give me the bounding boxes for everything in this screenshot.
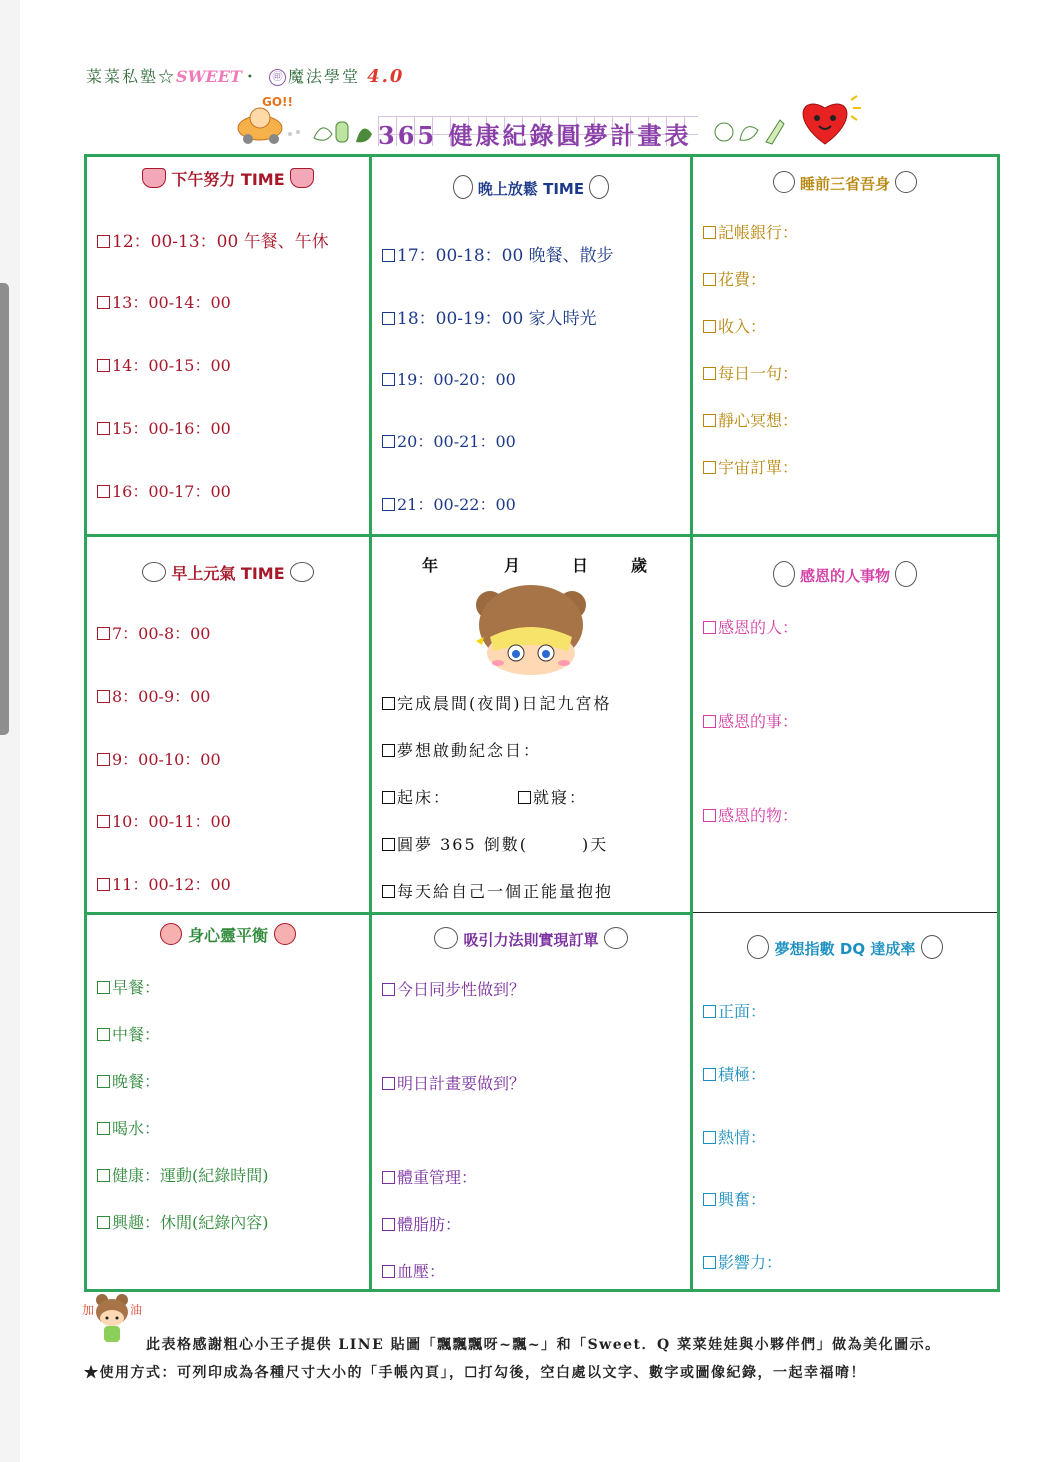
ghost-icon <box>895 171 917 193</box>
ghost-icon <box>773 561 795 587</box>
cup-icon <box>142 168 166 188</box>
date-age-label: 歲 <box>631 556 648 575</box>
checkbox-item[interactable]: 18：00-19：00 家人時光 <box>382 304 597 329</box>
checkbox[interactable] <box>97 1075 110 1088</box>
checkbox-item[interactable]: 記帳銀行： <box>703 220 798 243</box>
checkbox-item[interactable]: 14：00-15：00 <box>97 353 231 376</box>
attraction-title-text: 吸引力法則實現訂單 <box>463 931 599 949</box>
checkbox-item[interactable]: 正面： <box>703 999 766 1022</box>
checkbox-item[interactable]: 10：00-11：00 <box>97 809 231 832</box>
checkbox[interactable] <box>97 359 110 372</box>
checkbox[interactable] <box>382 1218 395 1231</box>
brand-sweet: SWEET <box>176 67 242 86</box>
cell-title-evening <box>372 175 690 199</box>
checkbox-item[interactable]: 21：00-22：00 <box>382 492 516 515</box>
checkbox[interactable] <box>97 627 110 640</box>
ghost-icon <box>453 175 473 199</box>
checkbox[interactable] <box>97 981 110 994</box>
cheer-bear-sticker-icon <box>80 1292 146 1348</box>
checkbox-item[interactable]: 感恩的物： <box>703 803 798 826</box>
checkbox[interactable] <box>382 312 395 325</box>
checkbox-item[interactable]: 中餐： <box>97 1022 160 1045</box>
cell-gratitude <box>693 537 997 912</box>
morning-title-text: 早上元氣 TIME <box>171 564 285 583</box>
checkbox-item[interactable]: 感恩的人： <box>703 615 798 638</box>
go-sticker-text: GO!! <box>262 95 293 109</box>
checkbox-item[interactable]: 20：00-21：00 <box>382 429 516 452</box>
checkbox-item[interactable]: 影響力： <box>703 1250 782 1273</box>
checkbox[interactable] <box>703 1005 716 1018</box>
checkbox[interactable] <box>382 435 395 448</box>
checkbox[interactable] <box>703 414 716 427</box>
checkbox-item[interactable]: 8：00-9：00 <box>97 684 211 707</box>
checkbox[interactable] <box>97 422 110 435</box>
ghost-icon <box>142 562 166 582</box>
evening-title-text: 晚上放鬆 TIME <box>477 180 585 198</box>
cell-morning <box>87 537 369 912</box>
checkbox-item[interactable]: 每天給自己一個正能量抱抱 <box>382 879 613 902</box>
footer-usage: ★使用方式：可列印成為各種尺寸大小的「手帳內頁」，☐打勾後，空白處以文字、數字或圖像紀錄，一起幸福唷！ <box>84 1365 867 1381</box>
checkbox[interactable] <box>97 690 110 703</box>
checkbox[interactable] <box>703 226 716 239</box>
checkbox-item[interactable]: 今日同步性做到？ <box>382 977 525 1000</box>
checkbox-item[interactable]: 17：00-18：00 晚餐、散步 <box>382 241 614 266</box>
planner-page <box>20 0 1060 1462</box>
checkbox[interactable] <box>703 367 716 380</box>
bear-girl-mascot-icon <box>468 581 598 677</box>
ghost-icon <box>274 923 296 945</box>
date-year-label: 年 <box>422 556 439 575</box>
cell-title-attraction <box>372 927 690 950</box>
checkbox-item[interactable]: 11：00-12：00 <box>97 872 231 895</box>
balance-title-text: 身心靈平衡 <box>187 926 268 945</box>
brand-version: 4.0 <box>367 66 405 87</box>
checkbox[interactable] <box>97 878 110 891</box>
bedtime-title-text: 睡前三省吾身 <box>799 175 890 193</box>
checkbox-item[interactable]: 花費： <box>703 267 766 290</box>
checkbox[interactable] <box>703 809 716 822</box>
checkbox[interactable] <box>97 235 110 248</box>
cell-title-balance <box>87 923 369 946</box>
checkbox[interactable] <box>382 1265 395 1278</box>
checkbox-item[interactable]: 體重管理： <box>382 1165 477 1188</box>
dream-title-text: 夢想指數 DQ 達成率 <box>774 940 916 958</box>
heart-sticker-icon <box>795 92 865 150</box>
checkbox-item[interactable]: 明日計畫要做到？ <box>382 1071 525 1094</box>
checkbox-item[interactable]: 19：00-20：00 <box>382 367 516 390</box>
cell-title-bedtime <box>693 171 997 194</box>
date-month-label: 月 <box>504 556 521 575</box>
checkbox[interactable] <box>382 983 395 996</box>
title-row <box>230 92 870 152</box>
checkbox-item[interactable]: 感恩的事： <box>703 709 798 732</box>
ghost-icon <box>895 561 917 587</box>
checkbox[interactable] <box>703 1131 716 1144</box>
checkbox[interactable] <box>382 838 395 851</box>
checkbox[interactable] <box>382 1077 395 1090</box>
checkbox-item[interactable]: 13：00-14：00 <box>97 290 231 313</box>
checkbox[interactable] <box>703 1193 716 1206</box>
checkbox-item[interactable]: 收入： <box>703 314 766 337</box>
checkbox-item[interactable]: 熱情： <box>703 1125 766 1148</box>
cell-balance <box>87 915 369 1289</box>
checkbox-item[interactable]: 每日一句： <box>703 361 798 384</box>
cup-icon <box>290 168 314 188</box>
vegetables-left-icon <box>308 114 378 146</box>
car-sticker-icon <box>230 92 320 146</box>
gratitude-title-text: 感恩的人事物 <box>799 567 890 585</box>
checkbox[interactable] <box>382 249 395 262</box>
grid-divider-thin <box>693 912 997 913</box>
ghost-icon <box>290 562 314 582</box>
checkbox-item[interactable]: 早餐： <box>97 975 160 998</box>
planner-grid <box>84 154 1000 1292</box>
checkbox[interactable] <box>97 1169 110 1182</box>
ghost-icon <box>773 171 795 193</box>
checkbox[interactable] <box>703 273 716 286</box>
footer-credits: 此表格感謝粗心小王子提供 LINE 貼圖「飄飄飄呀~飄~」和「Sweet．Q 菜菜娃娃與小夥伴們」做為美化圖示。 <box>146 1337 941 1353</box>
checkbox[interactable] <box>703 320 716 333</box>
checkbox[interactable] <box>97 1122 110 1135</box>
checkbox[interactable] <box>703 1256 716 1269</box>
checkbox[interactable] <box>382 1171 395 1184</box>
checkbox[interactable] <box>97 485 110 498</box>
cheer-char-2: 油 <box>130 1303 143 1317</box>
cell-title-dream <box>693 935 997 959</box>
ghost-icon <box>921 935 943 959</box>
checkbox[interactable] <box>382 498 395 511</box>
checkbox[interactable] <box>97 815 110 828</box>
checkbox[interactable] <box>518 791 531 804</box>
checkbox[interactable] <box>703 461 716 474</box>
checkbox[interactable] <box>97 1216 110 1229</box>
checkbox-item[interactable]: 15：00-16：00 <box>97 416 231 439</box>
checkbox[interactable] <box>97 296 110 309</box>
ghost-icon <box>160 923 182 945</box>
checkbox-item[interactable]: 就寢： <box>518 785 587 808</box>
checkbox-item[interactable]: 健康：運動(紀錄時間) <box>97 1163 269 1186</box>
checkbox-item[interactable]: 靜心冥想： <box>703 408 798 431</box>
checkbox[interactable] <box>382 373 395 386</box>
cell-dream <box>693 915 997 1289</box>
checkbox-item[interactable]: 晚餐： <box>97 1069 160 1092</box>
checkbox[interactable] <box>382 791 395 804</box>
cell-center <box>372 537 690 912</box>
cell-title-afternoon <box>87 167 369 190</box>
brand-school: 魔法學堂 <box>287 67 360 86</box>
brand-dot: ・ <box>241 67 260 86</box>
cell-evening <box>372 157 690 534</box>
seal-icon: ㊞ <box>269 69 286 86</box>
checkbox-item[interactable]: 12：00-13：00 午餐、午休 <box>97 227 329 252</box>
vegetables-right-icon <box>710 114 790 146</box>
cell-attraction <box>372 915 690 1289</box>
ghost-icon <box>747 935 769 959</box>
brand-prefix: 菜菜私塾☆ <box>86 67 177 86</box>
header-brand <box>86 64 404 87</box>
checkbox-item[interactable]: 16：00-17：00 <box>97 479 231 502</box>
cell-bedtime <box>693 157 997 534</box>
afternoon-title-text: 下午努力 TIME <box>171 170 285 189</box>
checkbox-item[interactable]: 積極： <box>703 1062 766 1085</box>
scroll-handle[interactable] <box>0 283 9 735</box>
checkbox-item[interactable]: 7：00-8：00 <box>97 621 211 644</box>
ghost-icon <box>434 927 458 949</box>
checkbox[interactable] <box>97 1028 110 1041</box>
cheer-char-1: 加 <box>82 1303 95 1317</box>
checkbox-item[interactable]: 完成晨間(夜間)日記九宮格 <box>382 691 612 714</box>
checkbox-item[interactable]: 喝水： <box>97 1116 160 1139</box>
page-title: 365 健康紀錄圓夢計畫表 <box>378 116 698 146</box>
checkbox[interactable] <box>703 1068 716 1081</box>
checkbox-item[interactable]: 興奮： <box>703 1187 766 1210</box>
checkbox[interactable] <box>703 715 716 728</box>
cell-title-morning <box>87 561 369 584</box>
ghost-icon <box>589 175 609 199</box>
cell-title-gratitude <box>693 561 997 587</box>
checkbox-item[interactable]: 夢想啟動紀念日： <box>382 738 541 761</box>
checkbox[interactable] <box>382 744 395 757</box>
cell-afternoon <box>87 157 369 534</box>
checkbox-item[interactable]: 體脂肪： <box>382 1212 461 1235</box>
checkbox-item[interactable]: 起床： <box>382 785 451 808</box>
checkbox[interactable] <box>382 885 395 898</box>
checkbox-item[interactable]: 9：00-10：00 <box>97 747 221 770</box>
checkbox-item[interactable]: 興趣：休閒(紀錄內容) <box>97 1210 269 1233</box>
checkbox[interactable] <box>382 697 395 710</box>
checkbox-item[interactable]: 血壓： <box>382 1259 445 1282</box>
checkbox-item[interactable]: 宇宙訂單： <box>703 455 798 478</box>
ghost-icon <box>604 927 628 949</box>
checkbox[interactable] <box>97 753 110 766</box>
date-day-label: 日 <box>572 556 589 575</box>
checkbox[interactable] <box>703 621 716 634</box>
checkbox-item[interactable]: 圓夢 365 倒數( )天 <box>382 832 608 855</box>
